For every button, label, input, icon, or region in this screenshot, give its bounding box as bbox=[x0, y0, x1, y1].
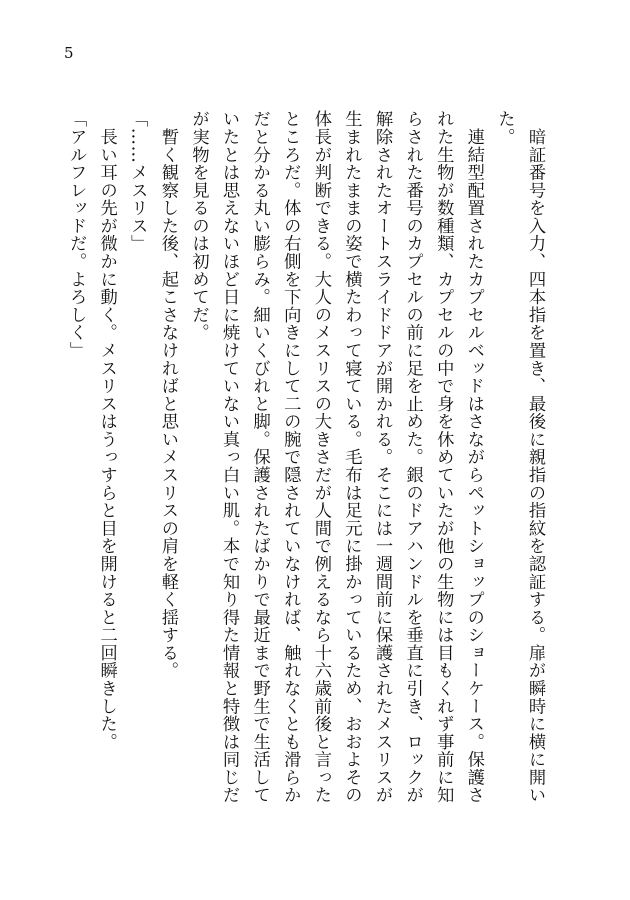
page-number: 5 bbox=[64, 44, 74, 62]
paragraph-3: 暫く観察した後、起こさなければと思いメスリスの肩を軽く揺する。 bbox=[157, 110, 178, 680]
paragraph-1: 暗証番号を入力、四本指を置き、最後に親指の指紋を認証する。扉が瞬時に横に開いた。 bbox=[494, 110, 545, 804]
paragraph-2: 連結型配置されたカプセルベッドはさながらペットショップのショーケース。保護された生物が数種類、カプセルの中で身を休めていたが他の生物には目もくれず事前に知らされた番号のカプセルの前に足を止めた。銀のドアハンドルを垂直に引き、ロックが解除されたオートスライドドアが開かれる。そこには一週間前に保護されたメスリスが生まれたままの姿で横たわって寝ている。毛布は足元に掛かっているため、おおよその体長が判断できる。大人のメスリスの大きさだが人間で例えるなら十六歳前後と言ったところだ。体の右側を下向きにして二の腕で隠されていなければ、触れなくとも滑らかだと分かる丸い膨らみ。細いくびれと脚。保護されたばかりで最近まで野生で生活していたとは思えないほど日に焼けていない真っ白い肌。本で知り得た情報と特徴は同じだが実物を見るのは初めてだ。 bbox=[188, 110, 484, 804]
paragraph-6: 「アルフレッドだ。よろしく」 bbox=[66, 110, 87, 360]
paragraph-4: 「……メスリス」 bbox=[127, 110, 148, 253]
paragraph-5: 長い耳の先が微かに動く。メスリスはうっすらと目を開けると二回瞬きした。 bbox=[96, 110, 117, 751]
body-text bbox=[61, 110, 551, 810]
